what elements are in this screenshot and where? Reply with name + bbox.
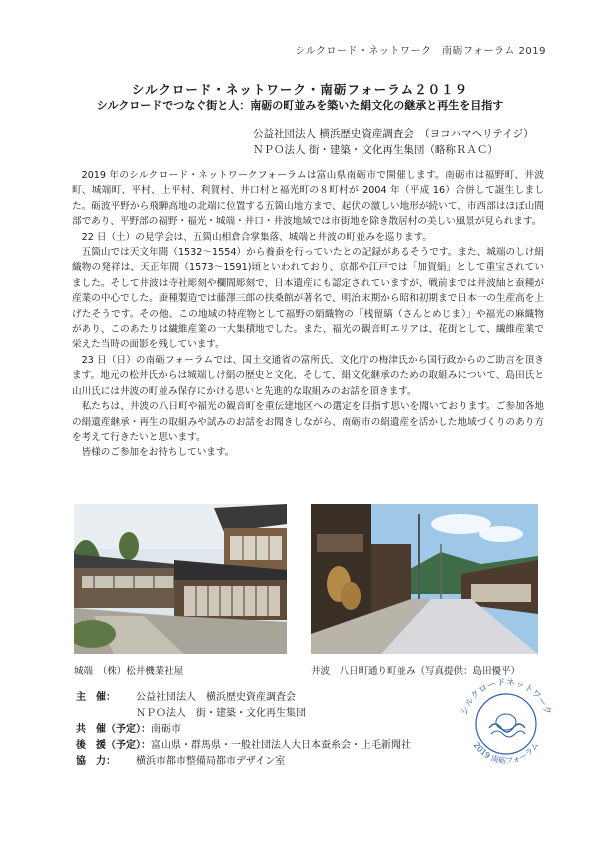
paragraph: 23 日（日）の南砺フォーラムでは、国土交通省の富所氏、文化庁の梅津氏から国行政からのご助言を頂きます。地元の松井氏からは城端しけ絹の歴史と文化、そして、絹文化継承のための取組みについて、島田氏と山川氏には井波の町並み保存にかける思いと先進的な取組みのお話を頂きます。 (72, 354, 544, 397)
page-title: シルクロード・ネットワーク・南砺フォーラム２０１９ (131, 82, 469, 97)
credit-value: 公益社団法人 横浜歴史資産調査会 (136, 692, 296, 703)
paragraph: 私たちは、井波の八日町や福光の観音町を重伝建地区への選定を目指す思いを聞いております。ご参加各地の絹遺産継承・再生の取組みや試みのお話をお聞きしながら、南砺市の絹遺産を活かした地域づくりのあり方を考えて行きたいと思います。 (72, 401, 544, 443)
header-note: シルクロード・ネットワーク 南砺フォーラム 2019 (295, 46, 546, 57)
paragraph: 22 日（土）の見学会は、五箇山相倉合掌集落、城端と井波の町並みを巡ります。 (81, 231, 432, 243)
credit-label: 後 援（予定）： (76, 740, 151, 751)
photo-inami-street (311, 504, 538, 654)
logo-top-text: シルクロードネットワーク (459, 677, 553, 717)
photo-caption: 井波 八日町通り町並み（写真提供：島田優平） (311, 666, 521, 677)
page-subtitle: シルクロードでつなぐ街と人：南砺の町並みを築いた絹文化の継承と再生を目指す (96, 99, 504, 112)
credit-row (76, 690, 411, 706)
paragraph: 皆様のご参加をお待ちしています。 (81, 447, 235, 459)
credit-value: 富山県・群馬県・一般社団法人大日本蚕糸会・上毛新聞社 (151, 740, 411, 751)
organizer-line-2: ＮＰＯ法人 街・建築・文化再生集団（略称ＲＡＣ） (253, 144, 498, 156)
credits-list (76, 690, 411, 770)
paragraph: 2019 年のシルクロード・ネットワークフォーラムは富山県南砺市で開催します。南砺市は福野町、井波町、城端町、平村、上平村、利賀村、井口村と福光町の８町村が 2004 年（平成 16）合併して誕生しました。砺波平野から飛騨高地の北端に位置する五箇山地方まで、起伏の激しい地形が続いて、市西部はほぼ山間部であり、平野部の福野・福光・城端・井口・井波地域では市街地を除き散居村の美しい風景が見られます。 (72, 170, 544, 228)
credit-row (76, 706, 411, 722)
credit-label: 共 催（予定）： (76, 724, 151, 735)
paragraph: 五箇山では天文年間（1532～1554）から養蚕を行っていたとの記録があるそうです。また、城端のしけ絹織物の発祥は、天正年間（1573～1591)頃といわれており、京都や江戸では「加賀絹」として重宝されていました。そして井波は寺社彫刻や欄間彫刻で、日本遺産にも認定されていますが、戦前までは井波紬と蚕種が産業の中心でした。蚕種製造では藤澤三郎の扶桑館が著名で、明治末期から昭和初期まで日本一の生産高を上げたそうです。その他、この地域の特産物として福野の絹織物の「桟留縞（さんとめじま）」や福光の麻織物があり、このあたりは繊維産業の一大集積地でした。また、福光の観音町エリアは、花街として、繊維産業で栄えた当時の面影を残しています。 (72, 247, 544, 351)
logo-bottom-text: 2019 南砺フォーラム (471, 740, 541, 766)
svg-text:シルクロードネットワーク (460, 677, 554, 717)
svg-text:2019 南砺フォーラム (472, 741, 541, 766)
credit-label: 主 催： (76, 692, 116, 703)
credit-value: 南砺市 (151, 724, 181, 735)
credit-value: 横浜市都市整備局都市デザイン室 (136, 756, 286, 767)
body-text (72, 168, 544, 461)
forum-logo (451, 666, 561, 776)
credit-value: ＮＰＯ法人 街・建築・文化再生集団 (136, 708, 306, 719)
photo-jouhana-factory (74, 504, 287, 654)
credit-label (76, 706, 136, 722)
credit-row (76, 754, 411, 770)
credit-label: 協 力： (76, 756, 116, 767)
credit-row (76, 738, 411, 754)
credit-row (76, 722, 411, 738)
photo-caption: 城端 （株）松井機業社屋 (74, 666, 184, 677)
organizer-line-1: 公益社団法人 横浜歴史資産調査会 （ヨコハマヘリテイジ） (253, 128, 534, 140)
